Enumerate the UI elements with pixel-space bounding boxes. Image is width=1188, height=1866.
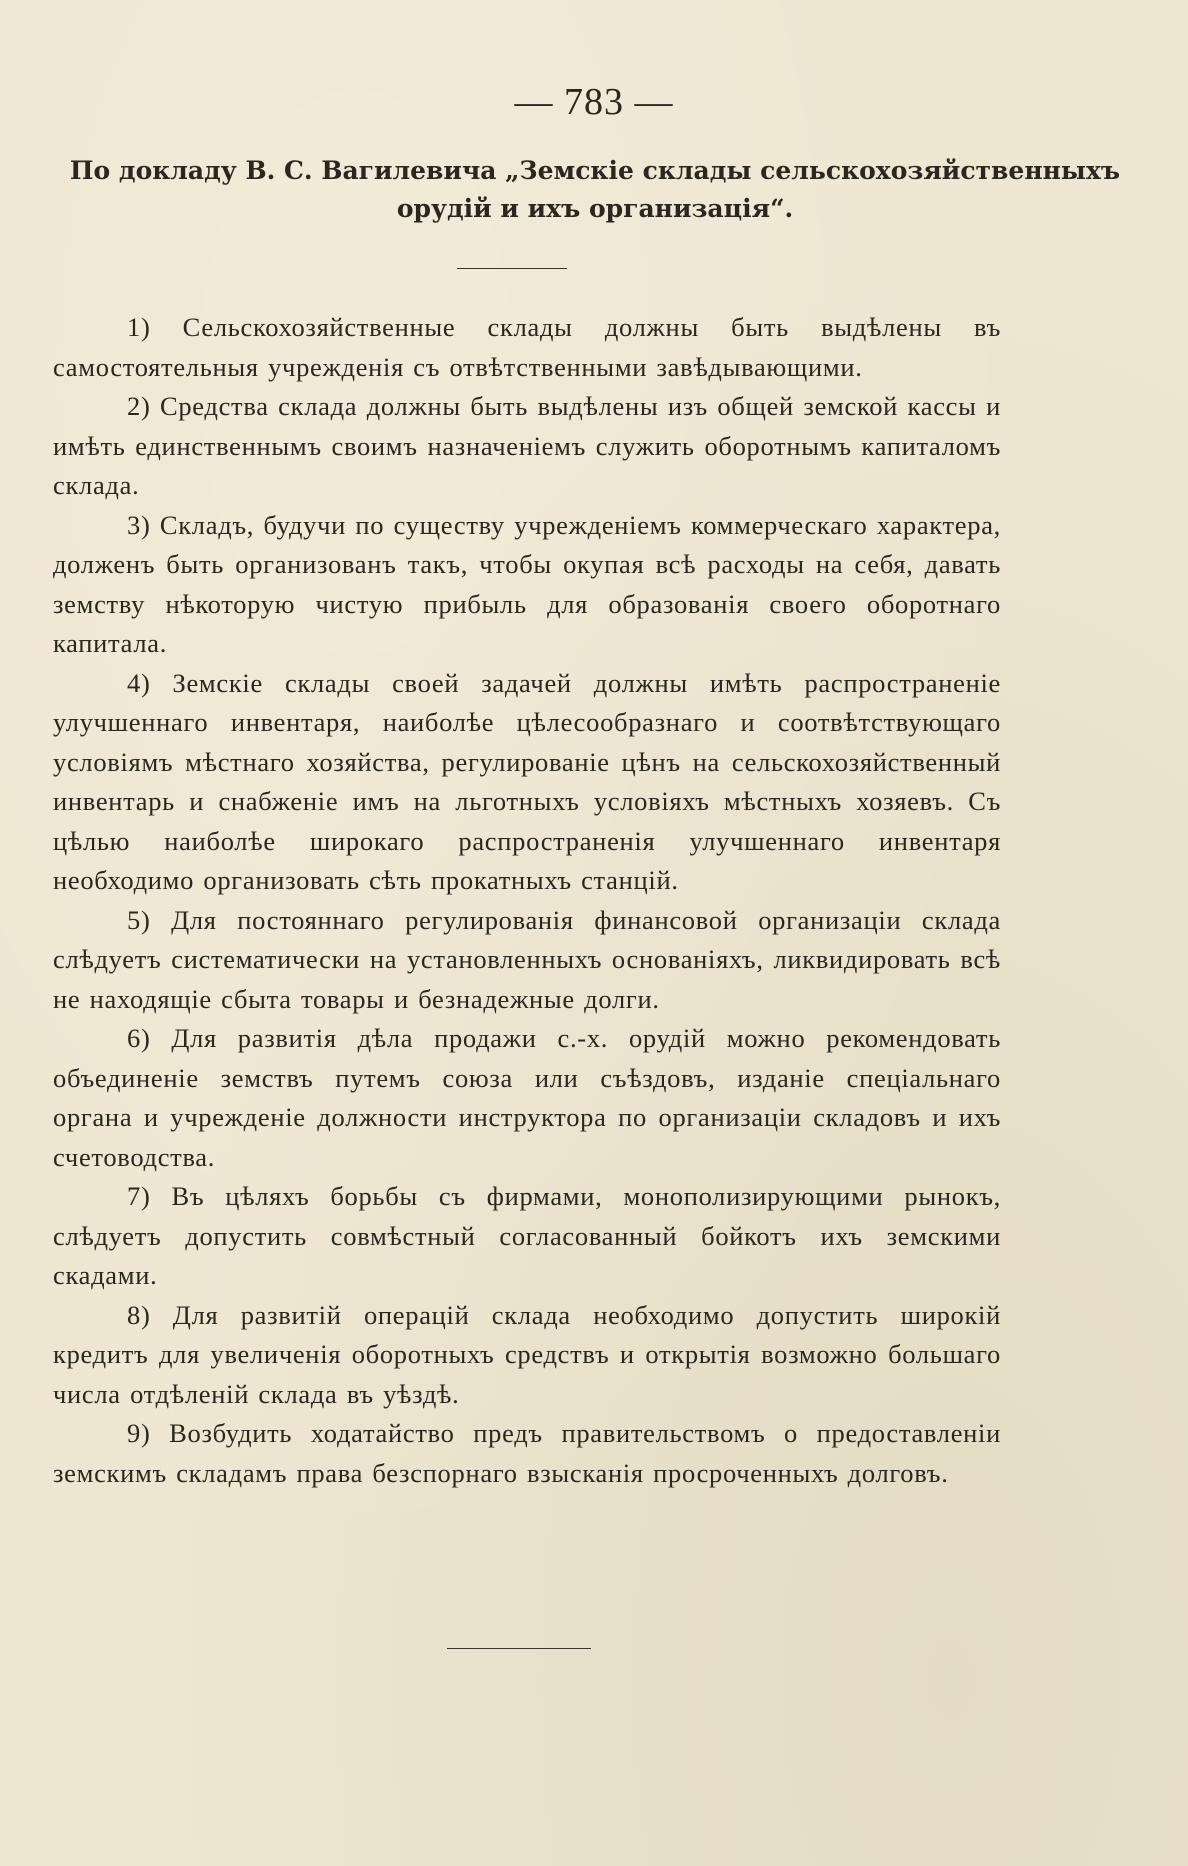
report-title: По докладу В. С. Вагилевича „Земскіе склады сельскохозяйственныхъ орудій и ихъ организація“. — [69, 156, 1121, 223]
resolution-paragraph-2: 2) Средства склада должны быть выдѣлены изъ общей земской кассы и имѣть единственнымъ своимъ назначеніемъ служить оборотнымъ капиталомъ склада. — [53, 391, 1001, 500]
end-divider — [447, 1648, 591, 1649]
page-number: — 783 — — [514, 81, 674, 123]
resolutions-body — [53, 308, 1001, 1493]
resolution-paragraph-7: 7) Въ цѣляхъ борьбы съ фирмами, монополизирующими рынокъ, слѣдуетъ допустить совмѣстный согласованный бойкотъ ихъ земскими скадами. — [53, 1181, 1001, 1290]
resolution-paragraph-3: 3) Складъ, будучи по существу учрежденіемъ коммерческаго характера, долженъ быть организованъ такъ, чтобы окупая всѣ расходы на себя, давать земству нѣкоторую чистую прибыль для образованія своего оборотнаго капитала. — [53, 509, 1001, 658]
resolution-paragraph-5: 5) Для постояннаго регулированія финансовой организаціи склада слѣдуетъ систематически на установленныхъ основаніяхъ, ликвидировать всѣ не находящіе сбыта товары и безнадежные долги. — [53, 904, 1001, 1014]
resolution-paragraph-4: 4) Земскіе склады своей задачей должны имѣть распространеніе улучшеннаго инвентаря, наиболѣе цѣлесообразнаго и соотвѣтствующаго условіямъ мѣстнаго хозяйства, регулированіе цѣнъ на сельскохозяйственный инвентарь и снабженіе имъ на льготныхъ условіяхъ мѣстныхъ хозяевъ. Съ цѣлью наиболѣе широкаго распространенія улучшеннаго инвентаря необходимо организовать сѣть прокатныхъ станцій. — [53, 667, 1001, 895]
resolution-paragraph-6: 6) Для развитія дѣла продажи с.-х. орудій можно рекомендовать объединеніе земствъ путемъ союза или съѣздовъ, изданіе спеціальнаго органа и учрежденіе должности инструктора по организаціи складовъ и ихъ счетоводства. — [53, 1023, 1001, 1172]
resolution-paragraph-1: 1) Сельскохозяйственные склады должны быть выдѣлены въ самостоятельныя учрежденія съ отвѣтственными завѣдывающими. — [53, 312, 1001, 382]
resolution-paragraph-9: 9) Возбудить ходатайство предъ правительствомъ о предоставленіи земскимъ складамъ права безспорнаго взысканія просроченныхъ долговъ. — [53, 1418, 1001, 1488]
title-divider — [457, 268, 567, 269]
resolution-paragraph-8: 8) Для развитій операцій склада необходимо допустить широкій кредитъ для увеличенія оборотныхъ средствъ и открытія возможно большаго числа отдѣленій склада въ уѣздѣ. — [53, 1299, 1001, 1409]
